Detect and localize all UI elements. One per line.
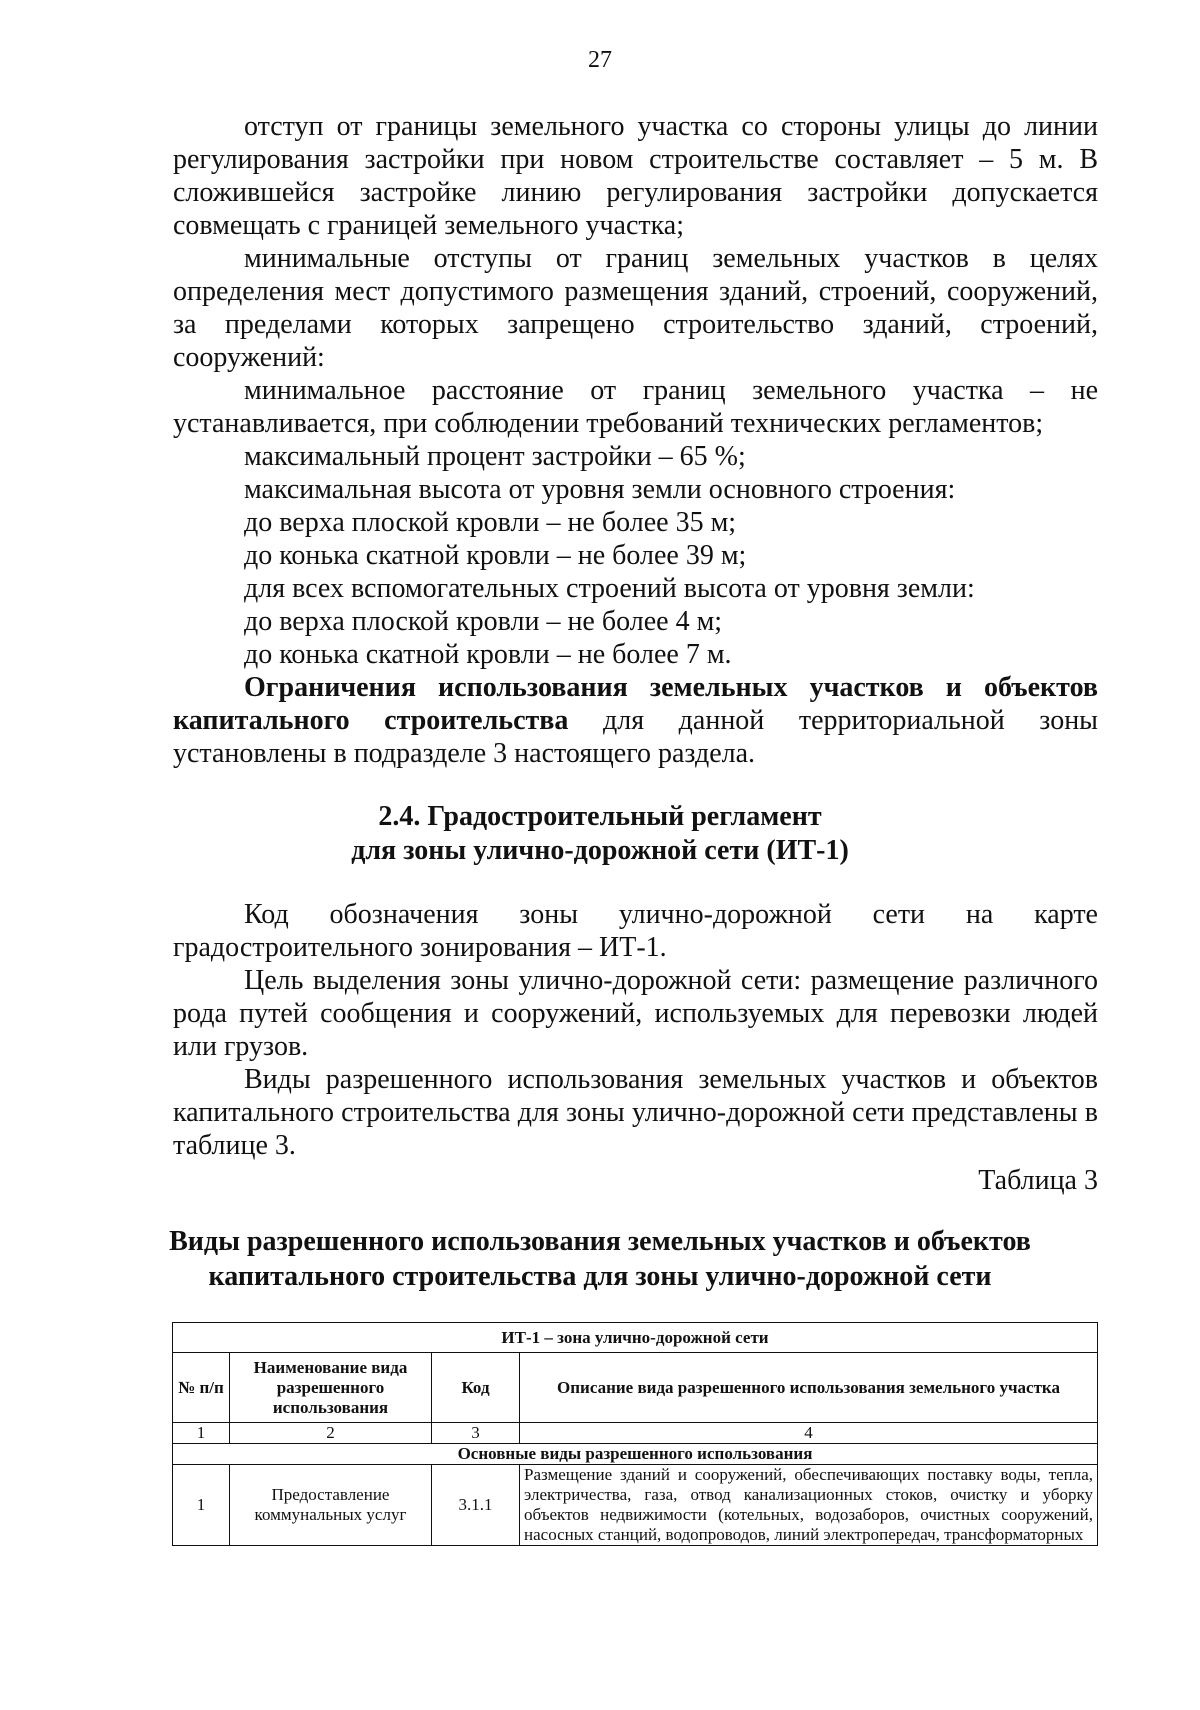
usage-table [172, 1322, 1098, 1546]
paragraph: максимальная высота от уровня земли основного строения: [244, 474, 956, 505]
row-number: 1 [173, 1465, 230, 1546]
column-header: Описание вида разрешенного использования земельного участка [520, 1353, 1098, 1423]
paragraph: для всех вспомогательных строений высота от уровня земли: [244, 573, 975, 604]
paragraph: Код обозначения зоны улично-дорожной сети на карте градостроительного зонирования – ИТ-1. [173, 899, 1098, 963]
column-number: 1 [173, 1423, 230, 1444]
section-title-line1: 2.4. Градостроительный регламент [378, 801, 822, 832]
body-text-bottom [173, 898, 1098, 1162]
paragraph: до верха плоской кровли – не более 35 м; [244, 507, 737, 538]
table-title [0, 1224, 1200, 1294]
table-caption: Таблица 3 [978, 1165, 1098, 1196]
paragraph: Цель выделения зоны улично-дорожной сети: размещение различного рода путей сообщения и сооружений, используемых для перевозки людей или грузов. [173, 965, 1098, 1062]
column-number: 3 [432, 1423, 520, 1444]
paragraph: до конька скатной кровли – не более 39 м; [244, 540, 747, 571]
column-number: 4 [520, 1423, 1098, 1444]
paragraph: до конька скатной кровли – не более 7 м. [244, 639, 732, 670]
group-header: Основные виды разрешенного использования [173, 1444, 1098, 1465]
restrictions-bold: Ограничения использования земельных участков и объектов капитального строительства [173, 672, 1098, 736]
row-description: Размещение зданий и сооружений, обеспечивающих поставку воды, тепла, электричества, газа, отвод канализационных стоков, очистку и уборку объектов недвижимости (котельных, водозаборов, очистных сооружений, насосных станций, водопроводов, линий электропередач, трансформаторных [520, 1465, 1098, 1546]
page-number: 27 [588, 47, 612, 73]
paragraph: максимальный процент застройки – 65 %; [244, 441, 746, 472]
section-title-line2: для зоны улично-дорожной сети (ИТ-1) [351, 835, 849, 866]
column-header: Наименование вида разрешенного использования [230, 1353, 432, 1423]
paragraph: отступ от границы земельного участка со стороны улицы до линии регулирования застройки при новом строительстве составляет – 5 м. В сложившейся застройке линию регулирования застройки допускается совмещать с границей земельного участка; [173, 111, 1098, 241]
column-header: Код [432, 1353, 520, 1423]
section-title [0, 800, 1200, 868]
table-title-line2: капитального строительства для зоны улично-дорожной сети [208, 1261, 992, 1292]
body-text-top [173, 110, 1098, 770]
row-name: Предоставление коммунальных услуг [230, 1465, 432, 1546]
restrictions-paragraph [173, 671, 1098, 770]
paragraph: минимальные отступы от границ земельных участков в целях определения мест допустимого размещения зданий, строений, сооружений, за пределами которых запрещено строительство зданий, строений, сооружений: [173, 243, 1098, 373]
zone-header: ИТ-1 – зона улично-дорожной сети [173, 1323, 1098, 1353]
column-number: 2 [230, 1423, 432, 1444]
row-code: 3.1.1 [432, 1465, 520, 1546]
paragraph: минимальное расстояние от границ земельного участка – не устанавливается, при соблюдении требований технических регламентов; [173, 375, 1098, 439]
paragraph: до верха плоской кровли – не более 4 м; [244, 606, 723, 637]
paragraph: Виды разрешенного использования земельных участков и объектов капитального строительства для зоны улично-дорожной сети представлены в таблице 3. [173, 1064, 1098, 1161]
restrictions-rest: для данной территориальной зоны установлены в подразделе 3 настоящего раздела. [173, 705, 1098, 769]
table-row [173, 1465, 1098, 1546]
table-title-line1: Виды разрешенного использования земельных участков и объектов [169, 1226, 1031, 1257]
column-header: № п/п [173, 1353, 230, 1423]
